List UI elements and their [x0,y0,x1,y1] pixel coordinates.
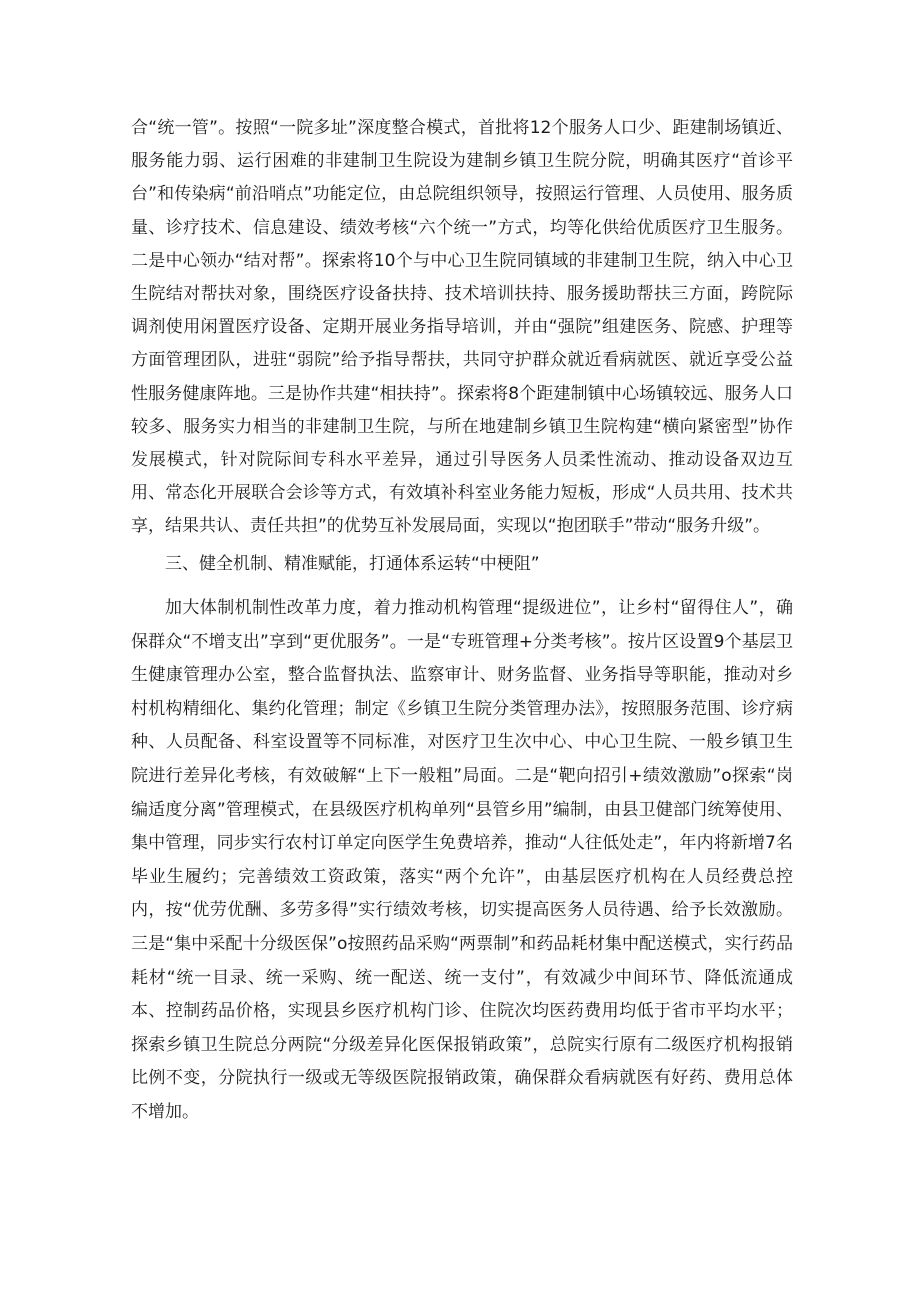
body-paragraph: 合“统一管”。按照“一院多址”深度整合模式，首批将12个服务人口少、距建制场镇近、服务能力弱、运行困难的非建制卫生院设为建制乡镇卫生院分院，明确其医疗“首诊平台”和传染病“前沿哨点”功能定位，由总院组织领导，按照运行管理、人员使用、服务质量、诊疗技术、信息建设、绩效考核“六个统一”方式，均等化供给优质医疗卫生服务。二是中心领办“结对帮”。探索将10个与中心卫生院同镇域的非建制卫生院，纳入中心卫生院结对帮扶对象，围绕医疗设备扶持、技术培训扶持、服务援助帮扶三方面，跨院际调剂使用闲置医疗设备、定期开展业务指导培训，并由“强院”组建医务、院感、护理等方面管理团队，进驻“弱院”给予指导帮扶，共同守护群众就近看病就医、就近享受公益性服务健康阵地。三是协作共建“相扶持”。探索将8个距建制镇中心场镇较远、服务人口较多、服务实力相当的非建制卫生院，与所在地建制乡镇卫生院构建“横向紧密型”协作发展模式，针对院际间专科水平差异，通过引导医务人员柔性流动、推动设备双边互用、常态化开展联合会诊等方式，有效填补科室业务能力短板，形成“人员共用、技术共享，结果共认、责任共担”的优势互补发展局面，实现以“抱团联手”带动“服务升级”。 [131,118,793,537]
section-heading: 三、健全机制、精准赋能，打通体系运转“中梗阻” [165,554,540,574]
body-paragraph: 加大体制机制性改革力度，着力推动机构管理“提级进位”，让乡村“留得住人”，确保群众“不增支出”享到“更优服务”。一是“专班管理+分类考核”。按片区设置9个基层卫生健康管理办公室，整合监督执法、监察审计、财务监督、业务指导等职能，推动对乡村机构精细化、集约化管理；制定《乡镇卫生院分类管理办法》，按照服务范围、诊疗病种、人员配备、科室设置等不同标准，对医疗卫生次中心、中心卫生院、一般乡镇卫生院进行差异化考核，有效破解“上下一般粗”局面。二是“靶向招引+绩效激励”o探索“岗编适度分离”管理模式，在县级医疗机构单列“县管乡用”编制，由县卫健部门统筹使用、集中管理，同步实行农村订单定向医学生免费培养，推动“人往低处走”，年内将新增7名毕业生履约；完善绩效工资政策，落实“两个允许”，由基层医疗机构在人员经费总控内，按“优劳优酬、多劳多得”实行绩效考核，切实提高医务人员待遇、给予长效激励。三是“集中采配十分级医保”o按照药品采购“两票制”和药品耗材集中配送模式，实行药品耗材“统一目录、统一采购、统一配送、统一支付”，有效减少中间环节、降低流通成本、控制药品价格，实现县乡医疗机构门诊、住院次均医药费用均低于省市平均水平；探索乡镇卫生院总分两院“分级差异化医保报销政策”，总院实行原有二级医疗机构报销比例不变，分院执行一级或无等级医院报销政策，确保群众看病就医有好药、费用总体不增加。 [131,598,793,1122]
